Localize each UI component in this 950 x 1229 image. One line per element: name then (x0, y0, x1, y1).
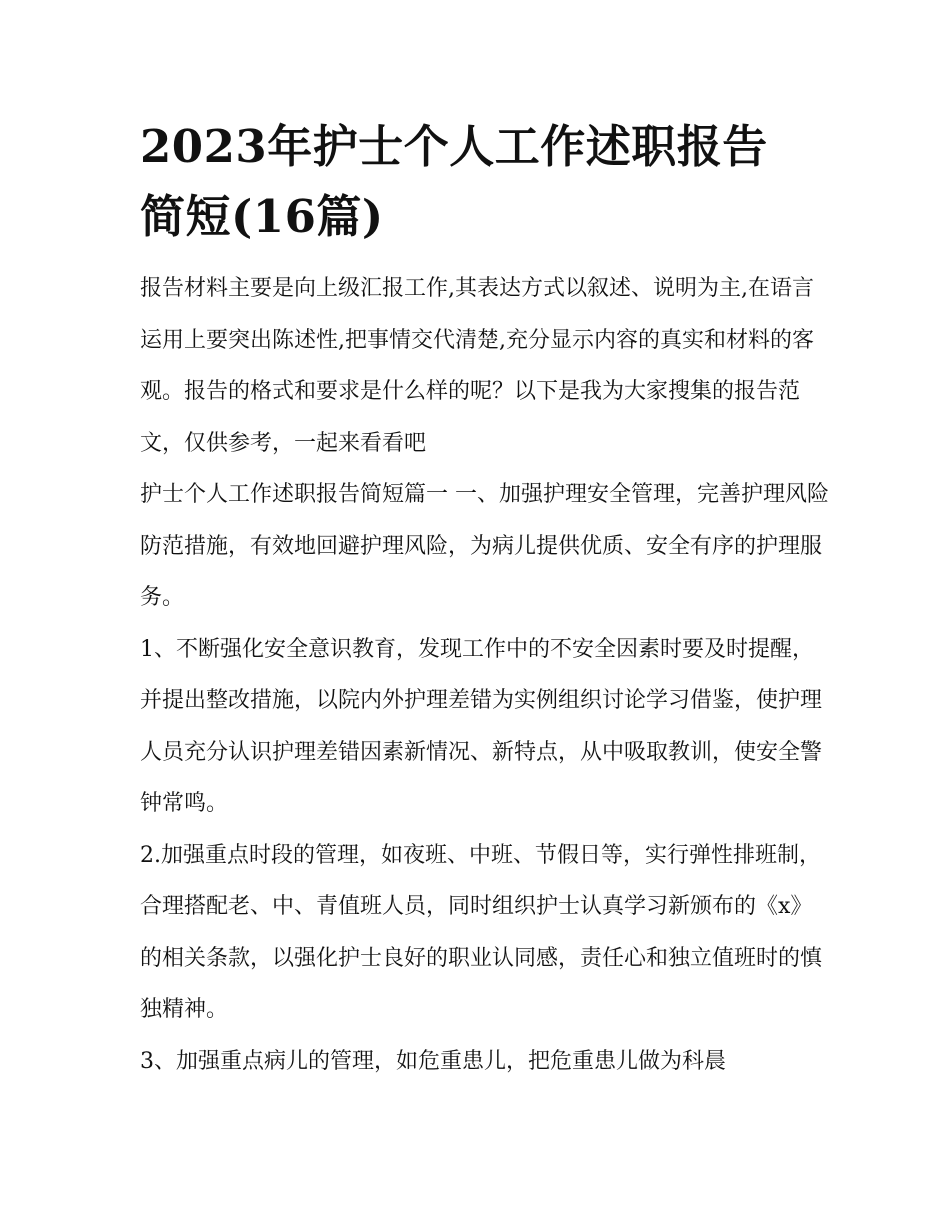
intro-paragraph: 报告材料主要是向上级汇报工作,其表达方式以叙述、说明为主,在语言运用上要突出陈述性,把事情交代清楚,充分显示内容的真实和材料的客观。报告的格式和要求是什么样的呢？以下是我为大家搜集的报告范文，仅供参考，一起来看看吧 (140, 276, 814, 456)
document-title: 2023年护士个人工作述职报告 简短(16篇) (140, 120, 768, 243)
item-one-paragraph: 1、不断强化安全意识教育，发现工作中的不安全因素时要及时提醒，并提出整改措施，以院内外护理差错为实例组织讨论学习借鉴，使护理人员充分认识护理差错因素新情况、新特点，从中吸取教训，使安全警钟常鸣。 (140, 636, 823, 816)
item-three-paragraph: 3、加强重点病儿的管理，如危重患儿，把危重患儿做为科晨 (140, 1048, 726, 1074)
document-body (140, 112, 830, 1087)
section-one-paragraph: 护士个人工作述职报告简短篇一 一、加强护理安全管理，完善护理风险防范措施，有效地回避护理风险，为病儿提供优质、安全有序的护理服务。 (140, 482, 829, 610)
item-two-paragraph: 2.加强重点时段的管理，如夜班、中班、节假日等，实行弹性排班制，合理搭配老、中、青值班人员，同时组织护士认真学习新颁布的《x》的相关条款，以强化护士良好的职业认同感，责任心和独立值班时的慎独精神。 (140, 842, 823, 1022)
